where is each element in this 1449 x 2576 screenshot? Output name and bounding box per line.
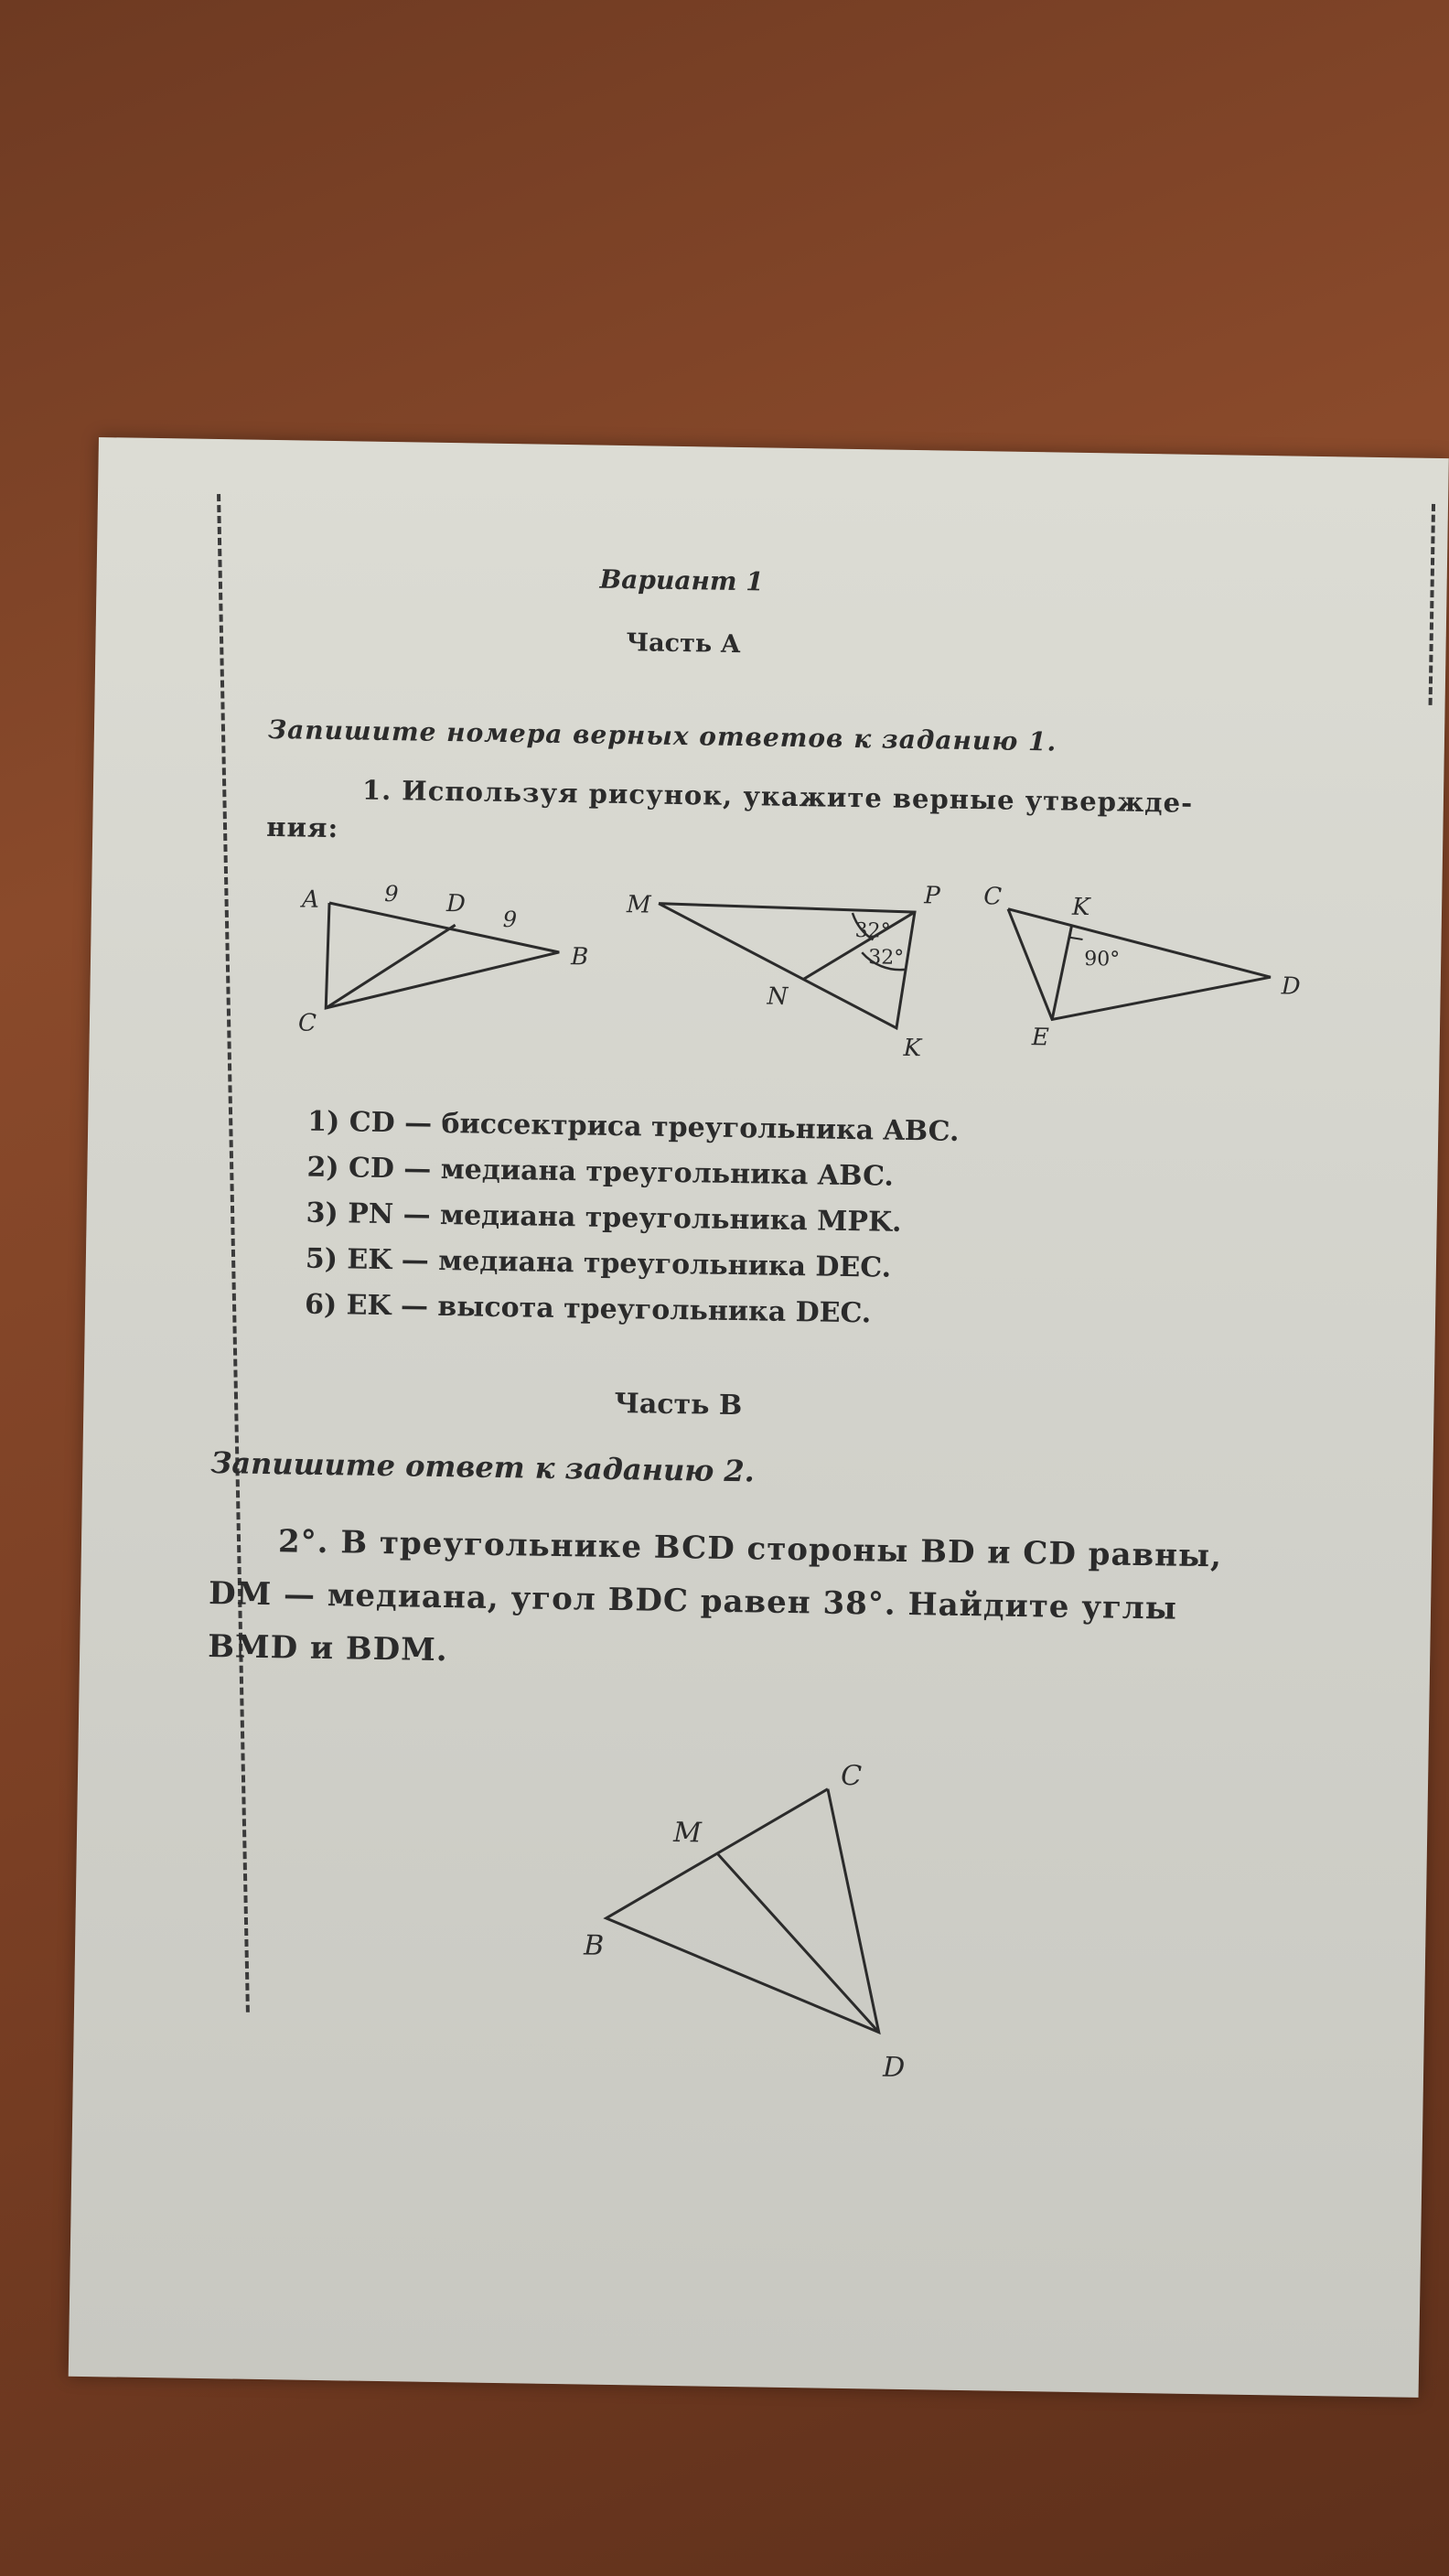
label-d: D (445, 890, 467, 918)
label-angle-mpn: 32° (854, 919, 891, 943)
part-a-title: Часть А (626, 628, 741, 660)
label-side-ad: 9 (383, 880, 399, 907)
label-k2: K (1071, 893, 1090, 922)
label-c3: C (840, 1759, 863, 1793)
answer-option: 3) PN — медиана треугольника MPK. (306, 1197, 902, 1239)
label-n: N (767, 982, 789, 1011)
label-d3: D (882, 2051, 906, 2085)
cut-line-right (1429, 504, 1435, 705)
answer-option: 6) EK — высота треугольника DEC. (304, 1288, 872, 1330)
task2-instruction: Запишите ответ к заданию 2. (210, 1445, 756, 1489)
label-b: B (570, 943, 589, 971)
label-e: E (1031, 1024, 1050, 1052)
label-c2: C (982, 883, 1003, 911)
label-p: P (924, 882, 940, 910)
label-k: K (903, 1034, 922, 1063)
part-b-title: Часть В (614, 1387, 743, 1422)
figure-abc (298, 880, 590, 1042)
label-m: M (626, 891, 651, 919)
label-m2: M (672, 1817, 703, 1850)
label-angle-90: 90° (1083, 947, 1121, 971)
answer-list (305, 1100, 960, 1338)
label-b2: B (583, 1929, 605, 1962)
answer-option: 1) CD — биссектриса треугольника ABC. (307, 1105, 960, 1148)
task2-figure (493, 1733, 975, 2125)
label-d2: D (1281, 972, 1301, 1001)
label-a: A (301, 886, 320, 914)
answer-option: 2) CD — медиана треугольника ABC. (306, 1151, 895, 1193)
task2-line2: DM — медиана, угол BDC равен 38°. Найдите углы (208, 1575, 1178, 1627)
label-side-db: 9 (502, 907, 518, 933)
label-angle-npk: 32° (867, 946, 905, 970)
answer-option: 5) EK — медиана треугольника DEC. (305, 1242, 892, 1284)
cut-line-left (217, 494, 250, 2012)
task2-line1: 2°. В треугольнике BCD стороны BD и CD равны, (277, 1523, 1223, 1575)
task2-line3: BMD и BDM. (207, 1628, 448, 1669)
task1-line2: ния: (266, 810, 339, 844)
task1-text (266, 769, 1193, 861)
label-c: C (297, 1009, 317, 1037)
task1-instruction: Запишите номера верных ответов к заданию 1. (267, 714, 1057, 757)
worksheet-page (69, 437, 1449, 2398)
task1-figures (217, 869, 1317, 1097)
variant-title: Вариант 1 (599, 564, 765, 597)
task2-text (208, 1514, 1223, 1689)
figure-mpk (623, 877, 940, 1062)
figure-dec (982, 883, 1303, 1055)
task1-line1: 1. Используя рисунок, укажите верные утвержде- (361, 774, 1194, 819)
